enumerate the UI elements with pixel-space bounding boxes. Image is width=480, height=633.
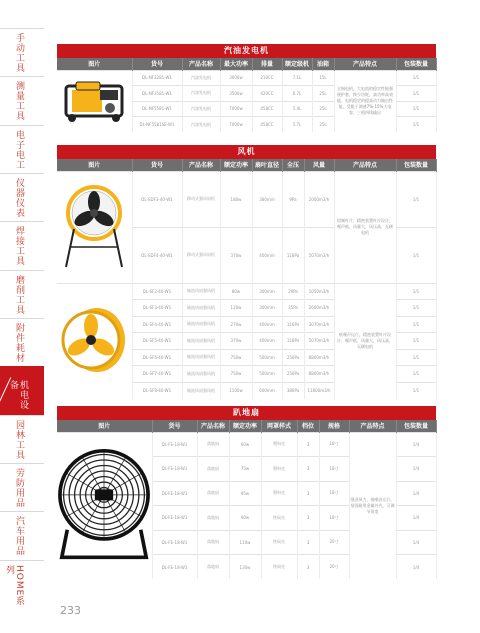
column-header: 产品特点 xyxy=(334,58,396,70)
table-cell: 轴流风扇强风机 xyxy=(182,300,220,317)
sidebar-category-label: 机电设备 xyxy=(8,380,28,411)
column-header: 货号 xyxy=(132,58,182,70)
table-cell: DL-NF3281-W1 xyxy=(132,70,182,86)
table-cell: 90w xyxy=(229,506,261,531)
sidebar-category xyxy=(0,560,44,608)
table-cell: 18寸 xyxy=(319,457,349,482)
table-cell: 1/1 xyxy=(396,349,436,366)
sidebar-category-label: 焊接工具 xyxy=(14,226,24,267)
features-cell: 强劲风力，低噪音运行，坚固耐用金属外壳，可调节角度 xyxy=(349,432,396,579)
table-cell: 落地扇 xyxy=(197,432,229,457)
table-cell: 29Pa xyxy=(282,283,304,300)
table-cell: 1/1 xyxy=(396,227,436,283)
fan-table xyxy=(57,159,437,399)
sidebar-category xyxy=(0,173,44,221)
table-cell: 118Pa xyxy=(282,333,304,350)
table-cell: 1/1 xyxy=(396,171,436,227)
table-cell: 300mm xyxy=(252,283,282,300)
table-cell: 370w xyxy=(220,227,252,283)
floor-fan-title: 趴地扇 xyxy=(57,406,436,420)
column-header: 全压 xyxy=(282,159,304,171)
table-cell: 1/1 xyxy=(396,70,436,86)
table-cell: 20寸 xyxy=(319,530,349,555)
table-cell: 3 xyxy=(297,530,319,555)
table-cell: 1/4 xyxy=(396,530,436,555)
sidebar-category xyxy=(0,511,44,559)
stand-fan-image xyxy=(62,185,126,269)
table-cell: 1/1 xyxy=(396,300,436,317)
column-header: 货号 xyxy=(132,159,182,171)
table-cell: DL-SF6-40-W1 xyxy=(132,349,182,366)
table-cell: 汽油发电机 xyxy=(182,70,220,86)
image-cell xyxy=(57,70,132,132)
features-cell: 全铜电机，大电流的稳定性能强便护套，换少功耗，高功率高效能，电机稳定的提高动力输出性能，受限于调速7%-15%大电容，三相四线输出 xyxy=(334,70,396,132)
sidebar-category xyxy=(0,366,44,414)
table-cell: DL-FE-18-W1 xyxy=(152,530,197,555)
column-header: 扇叶直径 xyxy=(252,159,282,171)
table-cell: 180w xyxy=(220,171,252,227)
table-cell: 400mm xyxy=(252,227,282,283)
table-cell: 35Pa xyxy=(282,300,304,317)
table-cell: 15L xyxy=(312,70,334,86)
table-cell: 1/1 xyxy=(396,101,436,117)
table-cell: 3 xyxy=(297,506,319,531)
column-header: 图片 xyxy=(57,58,132,70)
table-cell: 1/1 xyxy=(396,86,436,102)
table-cell: 1/1 xyxy=(396,333,436,350)
table-cell: DL-FE-18-W1 xyxy=(152,457,197,482)
page-number: 233 xyxy=(60,604,81,617)
column-header: 产品名称 xyxy=(182,159,220,171)
column-header: 网罩样式 xyxy=(261,420,297,432)
table-cell: 铁网壳 xyxy=(261,530,297,555)
sidebar-category-label: 磨削工具 xyxy=(14,274,24,315)
column-header: 最大功率 xyxy=(220,58,252,70)
table-cell: 420CC xyxy=(252,86,282,102)
table-cell: 落地扇 xyxy=(197,481,229,506)
table-cell: 8800m3/h xyxy=(304,349,334,366)
table-cell: 1/1 xyxy=(396,366,436,383)
table-cell: 6.7L xyxy=(282,86,312,102)
table-cell: 120w xyxy=(220,300,252,317)
column-header: 额定功率 xyxy=(229,420,261,432)
table-cell: DL-SF5-40-W1 xyxy=(132,333,182,350)
table-cell: 5.4L xyxy=(282,101,312,117)
column-header: 档位 xyxy=(297,420,319,432)
sidebar-category xyxy=(0,221,44,269)
column-header: 产品特点 xyxy=(349,420,396,432)
table-cell: 500mm xyxy=(252,366,282,383)
table-cell: 60w xyxy=(229,432,261,457)
table-cell: 1/1 xyxy=(396,382,436,399)
table-cell: 铁网壳 xyxy=(261,555,297,580)
table-cell: 75w xyxy=(229,457,261,482)
image-cell xyxy=(57,283,132,399)
table-cell: 汽油发电机 xyxy=(182,117,220,133)
table-cell: 25L xyxy=(312,86,334,102)
table-cell: 210CC xyxy=(252,70,282,86)
table-cell: DL-SF7-40-W1 xyxy=(132,366,182,383)
table-cell: 7000w xyxy=(220,101,252,117)
column-header: 风量 xyxy=(304,159,334,171)
column-header: 额定功率 xyxy=(220,159,252,171)
sidebar-category xyxy=(0,270,44,318)
table-cell: 1/1 xyxy=(396,316,436,333)
table-cell: 7.1L xyxy=(282,70,312,86)
table-cell: 1100w xyxy=(220,382,252,399)
table-cell: 80w xyxy=(220,283,252,300)
table-cell: 370w xyxy=(220,333,252,350)
table-cell: 7000w xyxy=(220,117,252,133)
table-cell: 1/4 xyxy=(396,432,436,457)
table-cell: 20寸 xyxy=(319,555,349,580)
table-cell: 铁网壳 xyxy=(261,506,297,531)
column-header: 货号 xyxy=(152,420,197,432)
column-header: 排量 xyxy=(252,58,282,70)
sidebar-category-label: 附件耗材 xyxy=(14,323,24,363)
table-cell: 18寸 xyxy=(319,481,349,506)
sidebar-category-label: 仪器仪表 xyxy=(14,178,24,218)
table-cell: 3 xyxy=(297,432,319,457)
sidebar-category xyxy=(0,125,44,173)
table-cell: 270w xyxy=(220,316,252,333)
table-cell: DL-FE-18-W1 xyxy=(152,555,197,580)
floor-fan-table xyxy=(57,420,437,579)
table-cell: 380Pa xyxy=(282,382,304,399)
table-cell: 塑料壳 xyxy=(261,481,297,506)
table-cell: DL-FE-18-W1 xyxy=(152,506,197,531)
sidebar-category-label: 劳防用品 xyxy=(14,468,24,508)
generator-table xyxy=(57,58,437,132)
table-cell: 落地扇 xyxy=(197,530,229,555)
table-cell: 25L xyxy=(312,101,334,117)
column-header: 产品名称 xyxy=(197,420,229,432)
table-cell: 500mm xyxy=(252,349,282,366)
table-row xyxy=(57,171,436,227)
column-header: 图片 xyxy=(57,159,132,171)
drum-fan-image xyxy=(61,306,127,376)
table-cell: 458CC xyxy=(252,117,282,133)
table-cell: 轴流风扇强风机 xyxy=(182,382,220,399)
table-cell: 5070m3/h xyxy=(304,227,334,283)
table-cell: 轴流风扇强风机 xyxy=(182,366,220,383)
column-header: 油箱 xyxy=(312,58,334,70)
table-cell: 轴流风扇强风机 xyxy=(182,316,220,333)
table-row xyxy=(57,283,436,300)
table-cell: 1050m3/h xyxy=(304,283,334,300)
column-header: 包装数量 xyxy=(396,159,436,171)
table-cell: DL-SDF4-40-W1 xyxy=(132,227,182,283)
table-cell: 3 xyxy=(297,457,319,482)
table-cell: 移动式强风扇机 xyxy=(182,227,220,283)
table-cell: DL-SF3-40-W1 xyxy=(132,300,182,317)
column-header: 产品名称 xyxy=(182,58,220,70)
table-cell: 380mm xyxy=(252,171,282,227)
table-cell: DL-SF2-40-W1 xyxy=(132,283,182,300)
table-cell: 118Pa xyxy=(282,227,304,283)
table-cell: 300mm xyxy=(252,300,282,317)
table-cell: DL-NF5581-W1 xyxy=(132,101,182,117)
column-header: 图片 xyxy=(57,420,152,432)
table-cell: DL-NF3581-W1 xyxy=(132,86,182,102)
image-cell xyxy=(57,432,152,579)
sidebar-category-label: 测量工具 xyxy=(14,81,24,122)
table-cell: 1/4 xyxy=(396,506,436,531)
column-header: 包装数量 xyxy=(396,58,436,70)
table-cell: 2600m3/h xyxy=(304,300,334,317)
table-cell: 3000w xyxy=(220,70,252,86)
sidebar-category-label: 园林工具 xyxy=(14,419,24,460)
table-cell: 移动式强风扇机 xyxy=(182,171,220,227)
features-cell: 铝制叶片，精密装置叶片设计，噪声低，风量大，风压高，无刷电机 xyxy=(334,171,396,283)
fan-section xyxy=(57,145,436,399)
table-cell: 轴流风扇强风机 xyxy=(182,349,220,366)
table-cell: 18寸 xyxy=(319,432,349,457)
table-cell: 塑料壳 xyxy=(261,457,297,482)
table-cell: 400mm xyxy=(252,333,282,350)
fan-title: 风机 xyxy=(57,145,436,159)
column-header: 产品特点 xyxy=(334,159,396,171)
table-cell: 400mm xyxy=(252,316,282,333)
table-cell: DL-FE-18-W1 xyxy=(152,432,197,457)
table-cell: DL-SF8-40-W1 xyxy=(132,382,182,399)
sidebar-category xyxy=(0,415,44,463)
sidebar-category xyxy=(0,318,44,366)
table-cell: DL-SF4-40-W1 xyxy=(132,316,182,333)
table-cell: 18寸 xyxy=(319,506,349,531)
table-row xyxy=(57,432,436,457)
table-cell: 1/4 xyxy=(396,481,436,506)
table-cell: 落地扇 xyxy=(197,457,229,482)
table-cell: 5070m3/h xyxy=(304,333,334,350)
table-cell: 1/1 xyxy=(396,283,436,300)
table-cell: 95w xyxy=(229,481,261,506)
sidebar-category xyxy=(0,28,44,76)
table-cell: 250Pa xyxy=(282,366,304,383)
sidebar-category-label: 汽车用品 xyxy=(14,516,24,557)
table-cell: DL-NF5581SE-W1 xyxy=(132,117,182,133)
table-cell: 3500w xyxy=(220,86,252,102)
table-cell: 3070m3/h xyxy=(304,316,334,333)
table-cell: 9Pa xyxy=(282,171,304,227)
table-cell: 110w xyxy=(229,530,261,555)
table-cell: DL-FE-18-W1 xyxy=(152,481,197,506)
table-cell: 5.7L xyxy=(282,117,312,133)
table-cell: 落地扇 xyxy=(197,506,229,531)
table-cell: 汽油发电机 xyxy=(182,86,220,102)
table-cell: 轴流风扇强风机 xyxy=(182,283,220,300)
floor-fan-image xyxy=(58,449,150,561)
table-cell: 458CC xyxy=(252,101,282,117)
table-cell: 3 xyxy=(297,555,319,580)
column-header: 包装数量 xyxy=(396,420,436,432)
sidebar-category xyxy=(0,463,44,511)
image-cell xyxy=(57,171,132,283)
table-cell: 8800m3/h xyxy=(304,366,334,383)
table-cell: 130w xyxy=(229,555,261,580)
features-cell: 低噪声运行，精密装置叶片设计，噪声低，风量大，风压高，无刷电机 xyxy=(334,283,396,399)
sidebar-category-label: HOME系列 xyxy=(4,564,24,606)
table-cell: 116Pa xyxy=(282,316,304,333)
table-cell: 3 xyxy=(297,481,319,506)
table-cell: 250Pa xyxy=(282,349,304,366)
table-cell: DL-SDF3-40-W1 xyxy=(132,171,182,227)
sidebar-category xyxy=(0,76,44,124)
table-cell: 750w xyxy=(220,349,252,366)
sidebar-category-label: 手动工具 xyxy=(14,33,24,73)
floor-fan-section xyxy=(57,406,436,579)
table-row xyxy=(57,70,436,86)
table-cell: 600mm xyxy=(252,382,282,399)
table-cell: 11800m3/h xyxy=(304,382,334,399)
table-cell: 轴流风扇强风机 xyxy=(182,333,220,350)
column-header: 规格 xyxy=(319,420,349,432)
table-cell: 25L xyxy=(312,117,334,133)
table-cell: 汽油发电机 xyxy=(182,101,220,117)
table-cell: 2000m3/h xyxy=(304,171,334,227)
generator-title: 汽油发电机 xyxy=(57,44,436,58)
table-cell: 1/4 xyxy=(396,457,436,482)
table-cell: 1/1 xyxy=(396,117,436,133)
generator-image xyxy=(62,78,126,124)
table-cell: 塑料壳 xyxy=(261,432,297,457)
column-header: 额定级机 xyxy=(282,58,312,70)
category-sidebar xyxy=(0,28,44,608)
table-cell: 750w xyxy=(220,366,252,383)
table-cell: 落地扇 xyxy=(197,555,229,580)
sidebar-category-label: 电子电工 xyxy=(14,129,24,170)
generator-section xyxy=(57,44,436,132)
table-cell: 1/4 xyxy=(396,555,436,580)
